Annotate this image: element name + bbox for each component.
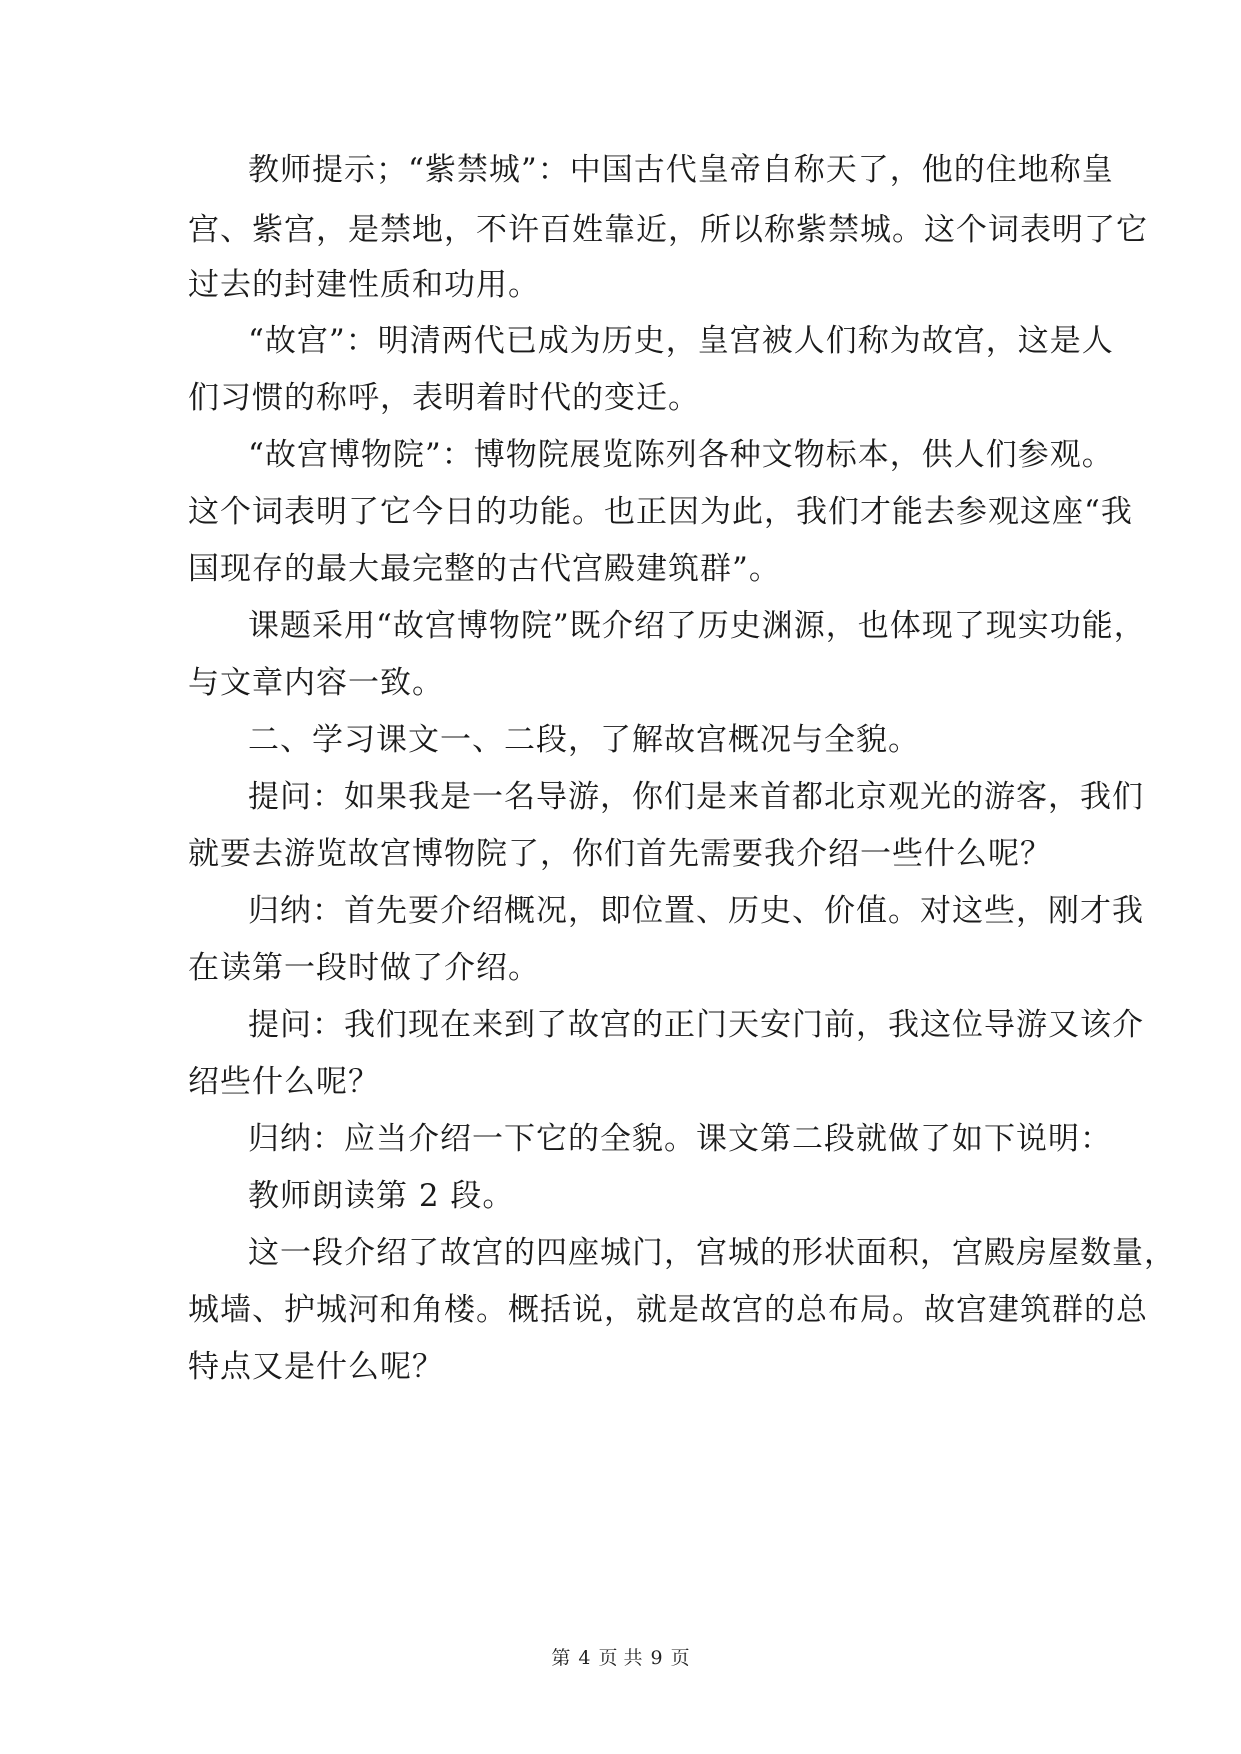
text-line-1: 教师提示；“紫禁城”：中国古代皇帝自称天了，他的住地称皇	[248, 152, 1114, 188]
footer-suffix: 页	[670, 1647, 690, 1669]
text-line-19: 教师朗读第 2 段。	[248, 1178, 515, 1214]
text-line-2: 宫、紫宫，是禁地，不许百姓靠近，所以称紫禁城。这个词表明了它	[188, 212, 1148, 248]
total-pages-number: 9	[650, 1647, 663, 1669]
text-line-16: 提问：我们现在来到了故宫的正门天安门前，我这位导游又该介	[248, 1007, 1144, 1043]
text-line-8: 国现存的最大最完整的古代宫殿建筑群”。	[188, 551, 781, 587]
text-line-14: 归纳：首先要介绍概况，即位置、历史、价值。对这些，刚才我	[248, 893, 1144, 929]
text-line-22: 特点又是什么呢？	[188, 1349, 444, 1385]
text-line-21: 城墙、护城河和角楼。概括说，就是故宫的总布局。故宫建筑群的总	[188, 1292, 1148, 1328]
text-line-7: 这个词表明了它今日的功能。也正因为此，我们才能去参观这座“我	[188, 494, 1133, 530]
text-line-9: 课题采用“故宫博物院”既介绍了历史渊源，也体现了现实功能，	[248, 608, 1146, 644]
footer-prefix: 第	[551, 1647, 571, 1669]
page-footer	[0, 1646, 1241, 1670]
text-line-4: “故宫”：明清两代已成为历史，皇宫被人们称为故宫，这是人	[248, 323, 1114, 359]
text-line-3: 过去的封建性质和功用。	[188, 267, 540, 303]
text-line-15: 在读第一段时做了介绍。	[188, 950, 540, 986]
text-line-10: 与文章内容一致。	[188, 665, 444, 701]
text-line-12: 提问：如果我是一名导游，你们是来首都北京观光的游客，我们	[248, 779, 1144, 815]
section-heading: 二、学习课文一、二段，了解故宫概况与全貌。	[248, 722, 920, 758]
text-line-6: “故宫博物院”：博物院展览陈列各种文物标本，供人们参观。	[248, 437, 1114, 473]
text-line-17: 绍些什么呢？	[188, 1064, 380, 1100]
text-line-18: 归纳：应当介绍一下它的全貌。课文第二段就做了如下说明：	[248, 1121, 1112, 1157]
text-line-5: 们习惯的称呼，表明着时代的变迁。	[188, 380, 700, 416]
text-line-13: 就要去游览故宫博物院了，你们首先需要我介绍一些什么呢？	[188, 836, 1052, 872]
footer-middle: 页 共	[598, 1647, 643, 1669]
text-line-20: 这一段介绍了故宫的四座城门，宫城的形状面积，宫殿房屋数量，	[248, 1235, 1176, 1271]
current-page-number: 4	[578, 1647, 591, 1669]
